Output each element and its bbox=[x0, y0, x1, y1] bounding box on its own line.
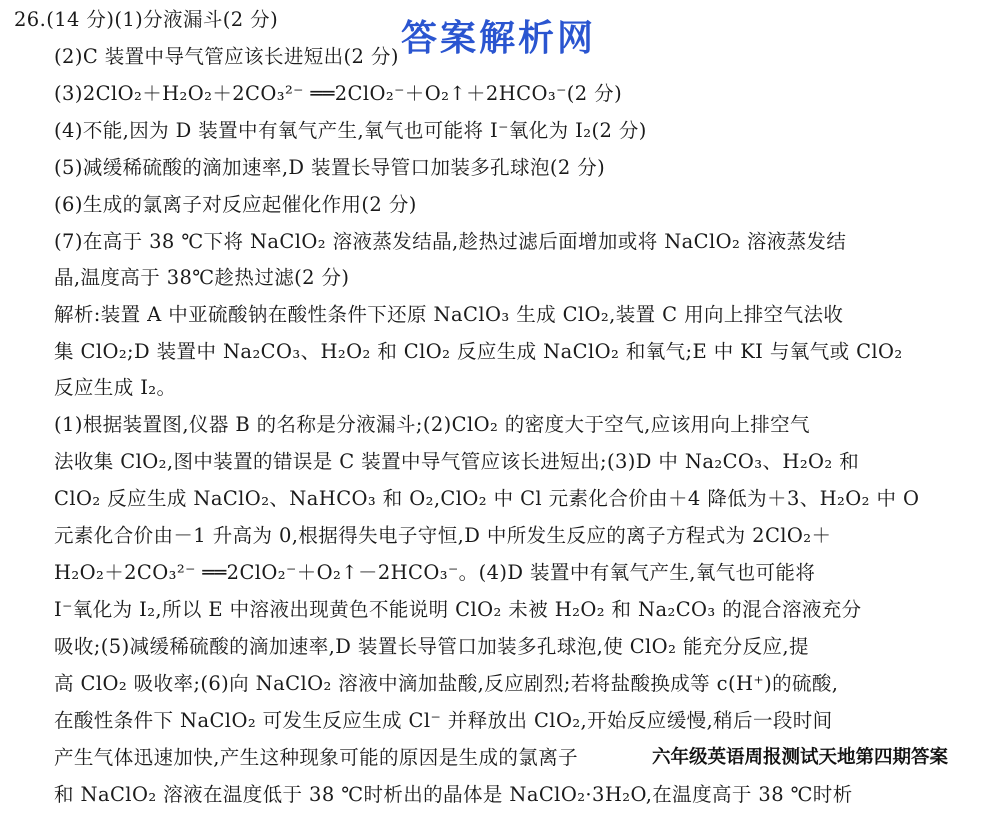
analysis-line-3: 反应生成 I₂。 bbox=[54, 376, 177, 399]
answer-line-3: (3)2ClO₂＋H₂O₂＋2CO₃²⁻ ══2ClO₂⁻＋O₂↑＋2HCO₃⁻(2 分) bbox=[54, 82, 623, 105]
answer-line-7: (7)在高于 38 ℃下将 NaClO₂ 溶液蒸发结晶,趁热过滤后面增加或将 NaClO₂ 溶液蒸发结 bbox=[54, 230, 847, 253]
analysis-line-5: 法收集 ClO₂,图中装置的错误是 C 装置中导气管应该长进短出;(3)D 中 Na₂CO₃、H₂O₂ 和 bbox=[54, 450, 860, 473]
analysis-line-7: 元素化合价由－1 升高为 0,根据得失电子守恒,D 中所发生反应的离子方程式为 2ClO₂＋ bbox=[54, 524, 832, 547]
analysis-line-13: 产生气体迅速加快,产生这种现象可能的原因是生成的氯离子 bbox=[54, 746, 578, 769]
watermark-text: 答案解析网 bbox=[401, 18, 597, 59]
analysis-line-8: H₂O₂＋2CO₃²⁻ ══2ClO₂⁻＋O₂↑－2HCO₃⁻。(4)D 装置中有氧气产生,氧气也可能将 bbox=[54, 561, 816, 584]
analysis-line-10: 吸收;(5)减缓稀硫酸的滴加速率,D 装置长导管口加装多孔球泡,使 ClO₂ 能充分反应,提 bbox=[54, 635, 809, 658]
analysis-line-9: I⁻氧化为 I₂,所以 E 中溶液出现黄色不能说明 ClO₂ 未被 H₂O₂ 和 Na₂CO₃ 的混合溶液充分 bbox=[54, 598, 862, 621]
answer-line-1: 26.(14 分)(1)分液漏斗(2 分) bbox=[14, 8, 279, 31]
answer-line-8: 晶,温度高于 38℃趁热过滤(2 分) bbox=[54, 266, 350, 289]
answer-line-5: (5)减缓稀硫酸的滴加速率,D 装置长导管口加装多孔球泡(2 分) bbox=[54, 156, 606, 179]
analysis-line-14: 和 NaClO₂ 溶液在温度低于 38 ℃时析出的晶体是 NaClO₂·3H₂O,在温度高于 38 ℃时析 bbox=[54, 783, 853, 806]
overlay-caption: 六年级英语周报测试天地第四期答案 bbox=[652, 745, 992, 771]
answer-line-4: (4)不能,因为 D 装置中有氧气产生,氧气也可能将 I⁻氧化为 I₂(2 分) bbox=[54, 119, 647, 142]
analysis-line-12: 在酸性条件下 NaClO₂ 可发生反应生成 Cl⁻ 并释放出 ClO₂,开始反应缓慢,稍后一段时间 bbox=[54, 709, 833, 732]
analysis-line-2: 集 ClO₂;D 装置中 Na₂CO₃、H₂O₂ 和 ClO₂ 反应生成 NaClO₂ 和氧气;E 中 KI 与氧气或 ClO₂ bbox=[54, 340, 903, 363]
analysis-line-1: 解析:装置 A 中亚硫酸钠在酸性条件下还原 NaClO₃ 生成 ClO₂,装置 C 用向上排空气法收 bbox=[54, 303, 844, 326]
answer-line-2: (2)C 装置中导气管应该长进短出(2 分) bbox=[54, 45, 399, 68]
answer-line-6: (6)生成的氯离子对反应起催化作用(2 分) bbox=[54, 193, 417, 216]
analysis-line-4: (1)根据装置图,仪器 B 的名称是分液漏斗;(2)ClO₂ 的密度大于空气,应该用向上排空气 bbox=[54, 413, 810, 436]
analysis-line-6: ClO₂ 反应生成 NaClO₂、NaHCO₃ 和 O₂,ClO₂ 中 Cl 元素化合价由＋4 降低为＋3、H₂O₂ 中 O bbox=[54, 487, 920, 510]
analysis-line-11: 高 ClO₂ 吸收率;(6)向 NaClO₂ 溶液中滴加盐酸,反应剧烈;若将盐酸换成等 c(H⁺)的硫酸, bbox=[54, 672, 839, 695]
